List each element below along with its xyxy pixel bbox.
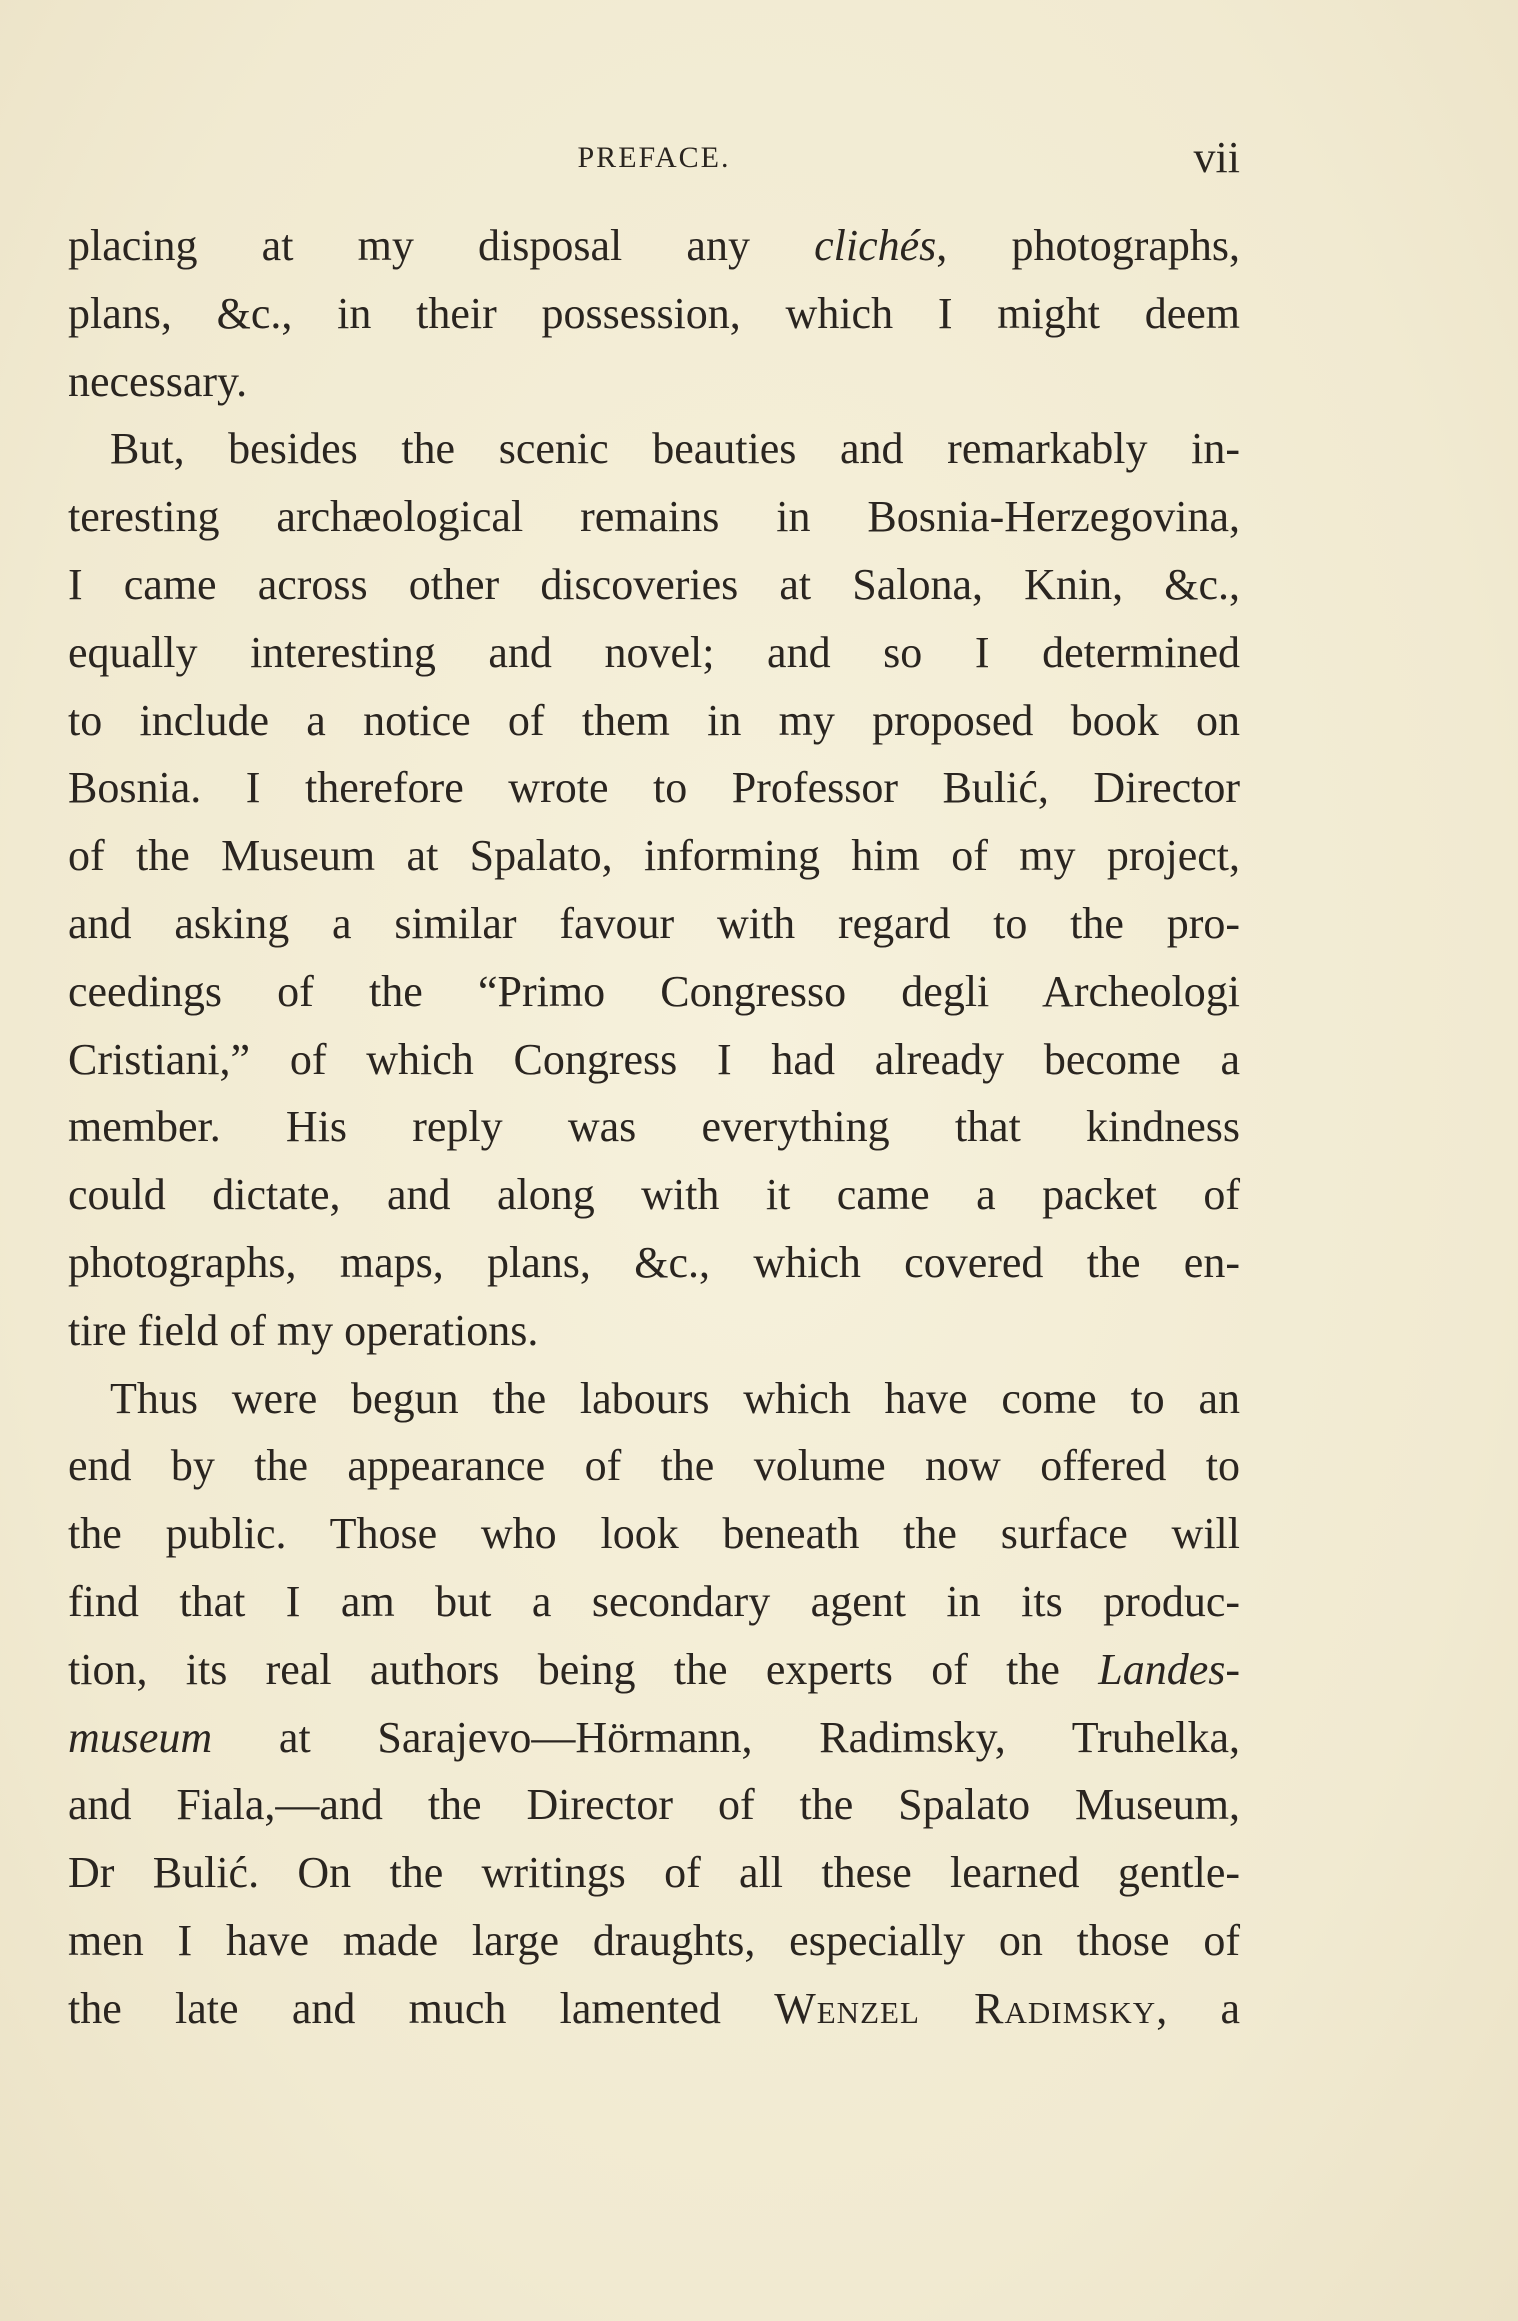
text-line <box>68 551 1240 619</box>
text-segment: equally interesting and novel; and so I determined <box>68 627 1240 677</box>
text-segment: and Fiala,—and the Director of the Spalato Museum, <box>68 1780 1240 1830</box>
text-segment: ceedings of the “Primo Congresso degli Archeologi <box>68 966 1240 1016</box>
text-line <box>68 1771 1240 1839</box>
text-segment: plans, &c., in their possession, which I might deem <box>68 288 1240 338</box>
text-line <box>68 1839 1240 1907</box>
text-segment: of the Museum at Spalato, informing him of my project, <box>68 831 1240 881</box>
page-number: vii <box>1193 133 1240 182</box>
text-segment: men I have made large draughts, especially on those of <box>68 1915 1240 1965</box>
small-caps-text: Wenzel Radimsky <box>774 1983 1157 2033</box>
text-line <box>68 348 1240 416</box>
text-segment: Dr Bulić. On the writings of all these learned gentle- <box>68 1848 1240 1898</box>
text-line <box>68 1365 1240 1433</box>
text-line <box>68 1432 1240 1500</box>
text-segment: member. His reply was everything that kindness <box>68 1102 1240 1152</box>
text-line <box>68 619 1240 687</box>
text-line <box>68 1093 1240 1161</box>
text-segment: the late and much lamented <box>68 1983 775 2033</box>
text-line <box>68 1026 1240 1094</box>
text-line <box>68 212 1240 280</box>
text-segment: I came across other discoveries at Salona, Knin, &c., <box>68 559 1240 609</box>
text-line <box>68 1704 1240 1772</box>
italic-text: clichés <box>814 221 937 270</box>
text-line <box>68 1161 1240 1229</box>
text-line <box>68 822 1240 890</box>
text-line <box>68 1975 1240 2043</box>
text-segment: photographs, maps, plans, &c., which covered the en- <box>68 1237 1240 1287</box>
text-line <box>68 483 1240 551</box>
page-header <box>68 128 1240 188</box>
text-segment: placing at my disposal any <box>68 221 815 270</box>
text-line <box>68 754 1240 822</box>
body-text <box>68 212 1240 2043</box>
text-line <box>68 1297 1240 1365</box>
text-segment: end by the appearance of the volume now offered to <box>68 1441 1240 1491</box>
text-segment: could dictate, and along with it came a packet of <box>68 1170 1240 1220</box>
text-line <box>68 1500 1240 1568</box>
text-segment: find that I am but a secondary agent in its produc- <box>68 1576 1240 1626</box>
text-line <box>68 1907 1240 1975</box>
text-segment: teresting archæological remains in Bosnia-Herzegovina, <box>68 492 1240 542</box>
text-line <box>68 1568 1240 1636</box>
text-segment: necessary. <box>68 356 248 406</box>
text-segment: , photographs, <box>936 221 1241 270</box>
text-segment: tion, its real authors being the experts of the <box>68 1644 1099 1694</box>
text-segment: and asking a similar favour with regard to the pro- <box>68 898 1240 948</box>
text-segment: Cristiani,” of which Congress I had already become a <box>68 1034 1240 1084</box>
text-segment: , a <box>1156 1983 1240 2033</box>
italic-text: museum <box>68 1712 213 1762</box>
text-segment: tire field of my operations. <box>68 1305 539 1355</box>
text-segment: the public. Those who look beneath the surface will <box>68 1509 1240 1559</box>
text-line <box>68 280 1240 348</box>
text-segment: at Sarajevo—Hörmann, Radimsky, Truhelka, <box>212 1712 1240 1762</box>
text-line <box>68 958 1240 1026</box>
text-segment: to include a notice of them in my proposed book on <box>68 695 1240 745</box>
running-title: PREFACE. <box>577 141 731 174</box>
text-segment: Bosnia. I therefore wrote to Professor Bulić, Director <box>68 763 1240 813</box>
text-line <box>68 1636 1240 1704</box>
text-line <box>68 890 1240 958</box>
text-segment: But, besides the scenic beauties and remarkably in- <box>110 424 1240 474</box>
text-line <box>68 1229 1240 1297</box>
italic-text: Landes- <box>1098 1644 1240 1694</box>
text-segment: Thus were begun the labours which have come to an <box>110 1373 1240 1423</box>
text-line <box>68 687 1240 755</box>
text-line <box>68 415 1240 483</box>
